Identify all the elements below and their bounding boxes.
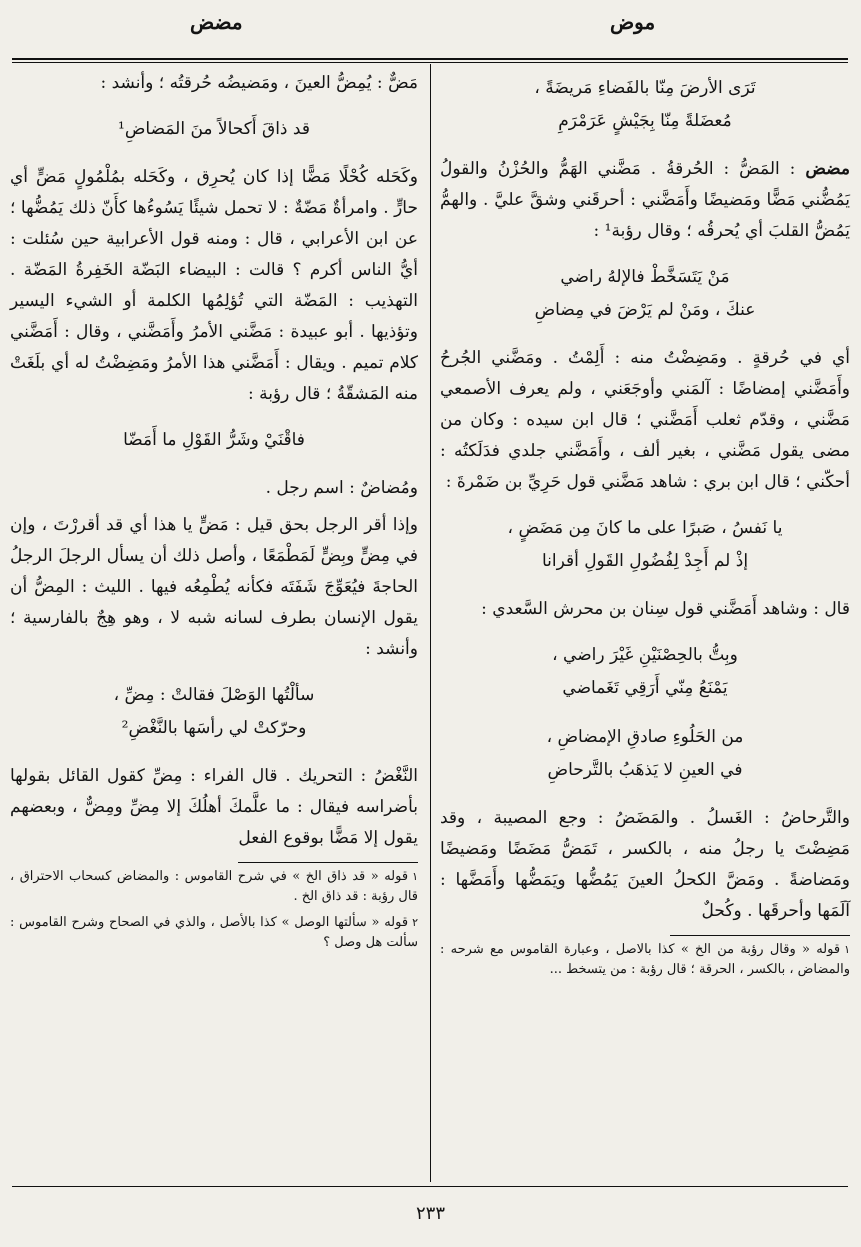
left-column — [10, 68, 418, 959]
verse-line: وبِتُّ بالحِصْنَيْنِ غَيْرَ راضي ، — [552, 645, 738, 665]
paragraph: وإذا أقر الرجل بحق قيل : مَضٍّ يا هذا أي قد أقررْتَ ، وإن في مِضٍّ وبِضٍّ لَمَطْمَعًا ، وأصل ذلك أن يسأل الرجلَ الرجلُ الحاجةَ فيُعَوِّجَ شَفَتَه فكأنه يُطْمِعُه فيها . الليث : المِضُّ أن يقول الإنسان بطرف لسانه شبه لا ، وهو هِجٌ بالفارسية ؛ وأنشد : — [10, 515, 418, 659]
footnote-number: ١ — [844, 943, 850, 956]
paragraph: أي في حُرقةٍ . ومَضِضْتُ منه : أَلِمْتُ . ومَضَّني الجُرحُ وأَمَضَّني إمضاضًا : آلمَني وأوجَعَني ، ولم يعرف الأصمعي مَضَّني ، وقدّم ثعلب أَمَضَّني ؛ قال ابن سيده : وكان من مضى يقول مَضَّني ، بغير ألف ، وأَمَضَّني جلدي فدَلَكتُه : أحكّني ؛ قال ابن بري : شاهد مَضَّني قول حَرِيِّ بن ضَمْرةَ : — [440, 348, 850, 492]
footer-rule — [12, 1186, 848, 1187]
footnote — [440, 940, 850, 980]
verse — [10, 679, 418, 745]
verse — [440, 512, 850, 578]
paragraph: النَّغْضُ : التحريك . قال الفراء : مِضِّ كقول القائل بقولها بأضراسه فيقال : ما علَّمكَ أهلُكَ إلا مِضِّ ومِضٌّ ، وبعضهم يقول إلا مَضًّا بوقوع الفعل — [10, 766, 418, 848]
paragraph-text: : المَضُّ : الحُرقةُ . مَضَّني الهَمُّ والحُزْنُ والقولُ يَمُضُّني مَضًّا ومَضيضًا وأَمَضَّني : أحرقَني وشقَّ عليَّ . والهمُّ يَمُضُّ القلبَ أي يُحرقُه ؛ وقال رؤبة¹ : — [440, 159, 850, 241]
footnote-number: ١ — [412, 870, 418, 883]
right-column — [440, 68, 850, 986]
running-head-left: مضض — [190, 10, 243, 34]
footnote-text: قوله « وقال رؤبة من الخ » كذا بالاصل ، وعبارة القاموس مع شرحه : والمضاض ، بالكسر ، الحرقة ؛ قال رؤبة : من يتسخط ... — [440, 942, 850, 977]
page-number: ٢٣٣ — [415, 1203, 445, 1224]
footnote-text: قوله « سألتها الوصل » كذا بالأصل ، والذي في الصحاح وشرح القاموس : سألت هل وصل ؟ — [10, 915, 418, 950]
verse-line: فاقْنَيْ وشَرُّ القَوْلِ ما أَمَضّا — [123, 430, 305, 450]
running-head-right: موض — [610, 10, 656, 34]
verse-line: وحرّكتْ لي رأسَها بالنَّغْضِ² — [121, 718, 307, 738]
entry-headword: مضض — [805, 159, 851, 179]
header-rule — [12, 58, 848, 60]
verse-line: إذْ لم أَجِدْ لِفُضُولِ القَولِ أقرانا — [541, 551, 749, 571]
column-divider — [430, 64, 431, 1182]
verse-line: من الحَلُوءِ صادقِ الإمضاضِ ، — [546, 727, 744, 747]
header-rule-thin — [12, 62, 848, 63]
footnote — [10, 913, 418, 953]
verse — [440, 72, 850, 138]
paragraph — [440, 154, 850, 247]
paragraph: والتَّرحاضُ : الغَسلُ . والمَضَضُ : وجع المصيبة ، وقد مَضِضْتَ يا رجلُ منه ، بالكسر ، تَمَضُّ مَضَضًا ومَضيضًا ومَضاضةً . ومَضَّ الكحلُ العينَ يَمُضُّها ويَمَضُّها وأَمَضَّها : آلَمَها وأحرقَها . وكُحلٌ — [440, 808, 850, 921]
verse — [440, 721, 850, 787]
paragraph: مَضٌّ : يُمِضُّ العينَ ، ومَضيضُه حُرقتُه ؛ وأنشد : — [100, 73, 418, 93]
verse — [440, 261, 850, 327]
verse-line: في العينِ لا يَذهَبُ بالتَّرحاضِ — [547, 760, 743, 780]
footnote — [10, 867, 418, 907]
verse-line: مَنْ يَتَسَخَّطْ فالإلهُ راضي — [560, 267, 730, 287]
verse — [10, 113, 418, 146]
verse-line: سألْتُها الوَصْلَ فقالتْ : مِضِّ ، — [113, 685, 315, 705]
footnote-rule — [670, 935, 850, 936]
verse-line: مُعضَلةً مِنّا بِجَيْشٍ عَرَمْرَمِ — [558, 111, 732, 131]
paragraph: وكَحَله كُحْلًا مَضًّا إذا كان يُحرِق ، وكَحَله بمُلْمُولٍ مَضٍّ أي حارٍّ . وامرأةٌ مَضّةٌ : لا تحمل شيئًا يَسُوءُها كأَنّ ذلك يَمُضُّها ؛ عن ابن الأعرابي ، قال : ومنه قول الأعرابية حين سُئلت : أيُّ الناس أكرم ؟ قالت : البيضاء البَضّة الخَفِرةُ المَضّة . التهذيب : المَضّة التي تُؤلِمُها الكلمة أو الشيء اليسير وتؤذيها . أبو عبيدة : مَضَّني الأمرُ وأَمَضَّني ، وقال : أَمَضَّني كلام تميم . ويقال : أَمَضَّني هذا الأمرُ ومَضِضْتُ له أي بلَغَتْ منه المَشقّةُ ؛ قال رؤبة : — [10, 167, 418, 404]
verse — [10, 424, 418, 457]
verse-line: عنكَ ، ومَنْ لم يَرْضَ في مِضاضِ — [534, 300, 756, 320]
footnote-rule — [238, 862, 418, 863]
paragraph: ومُضاضٌ : اسم رجل . — [265, 478, 418, 498]
verse-line: يَمْنَعُ مِنّي أَرَقِي تَغَماضي — [562, 678, 728, 698]
footnote-text: قوله « قد ذاق الخ » في شرح القاموس : والمضاض كسحاب الاحتراق ، قال رؤبة : قد ذاق الخ . — [10, 869, 418, 904]
verse-line: يا نَفسُ ، صَبرًا على ما كانَ مِن مَضَضٍ ، — [507, 518, 783, 538]
verse — [440, 639, 850, 705]
verse-line: تَرَى الأرضَ مِنّا بالفَضاءِ مَريضَةً ، — [534, 78, 756, 98]
footnote-number: ٢ — [412, 916, 418, 929]
verse-line: قد ذاقَ أَكحالاً منَ المَضاضِ¹ — [118, 119, 310, 139]
paragraph: قال : وشاهد أَمَضَّني قول سِنان بن محرش السَّعدي : — [481, 599, 850, 619]
